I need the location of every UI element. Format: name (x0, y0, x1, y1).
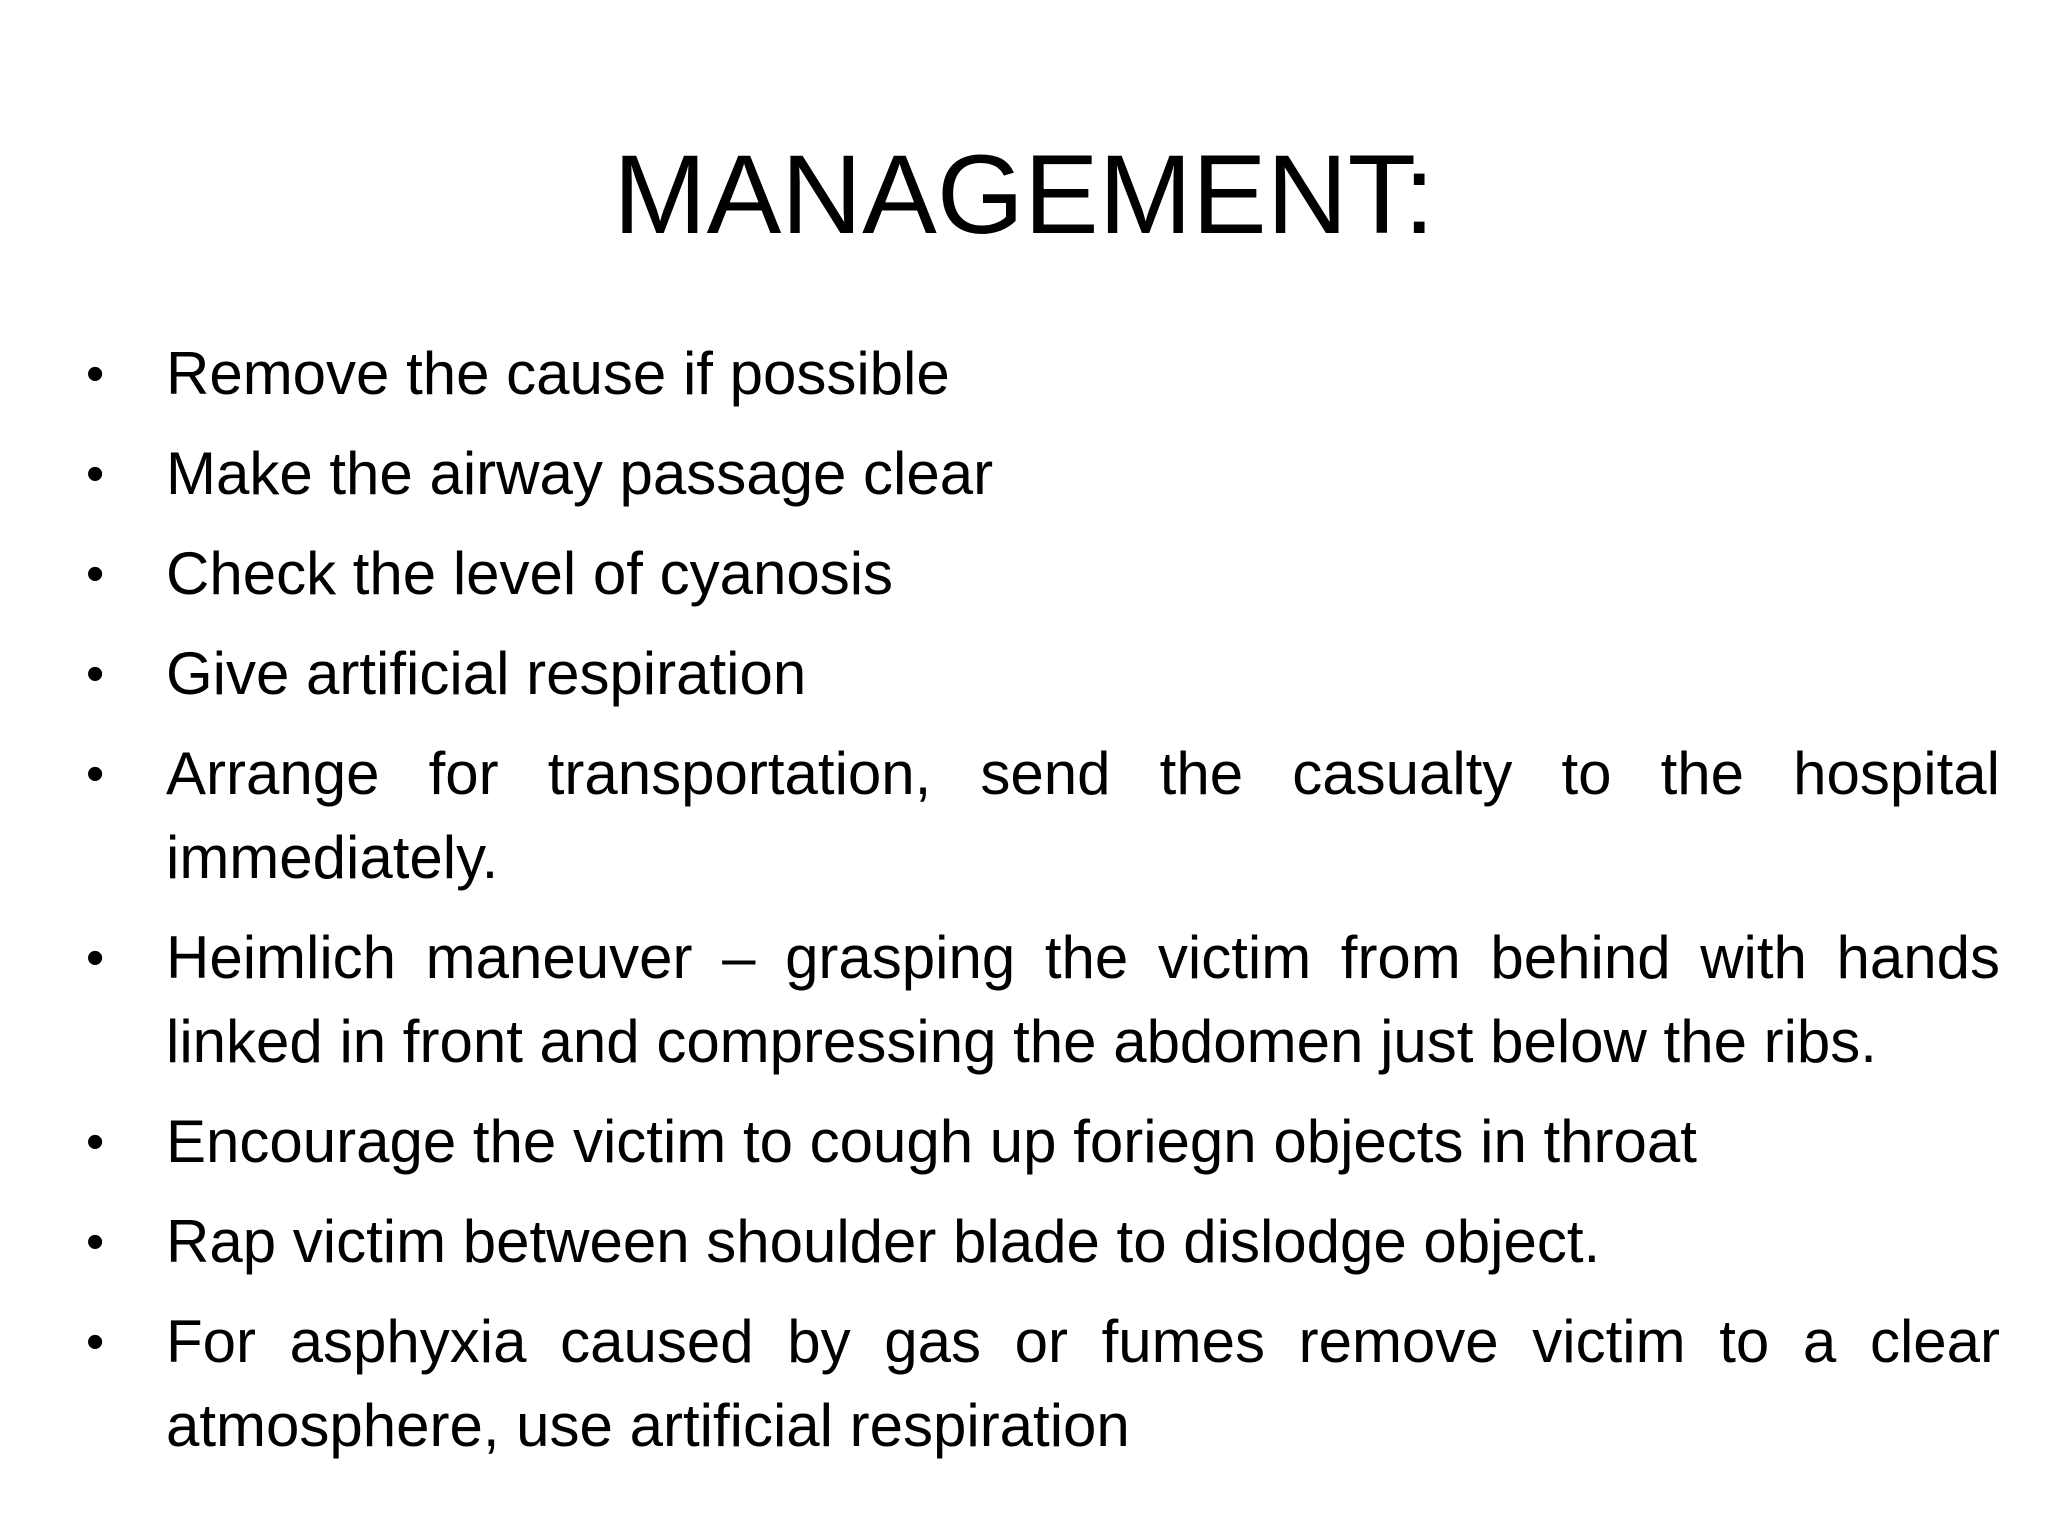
bullet-text: Check the level of cyanosis (166, 540, 894, 607)
bullet-item (80, 732, 2000, 900)
bullet-dot-icon: • (86, 1113, 105, 1171)
bullet-item (80, 1100, 2000, 1184)
bullet-text: Encourage the victim to cough up foriegn objects in throat (166, 1108, 1697, 1175)
bullet-dot-icon: • (86, 545, 105, 603)
bullet-dot-icon: • (86, 645, 105, 703)
bullet-text: For asphyxia caused by gas or fumes remove victim to a clear atmosphere, use artificial respiration (166, 1308, 2000, 1459)
bullet-item (80, 532, 2000, 616)
bullet-dot-icon: • (86, 445, 105, 503)
bullet-dot-icon: • (86, 1213, 105, 1271)
bullet-text: Heimlich maneuver – grasping the victim from behind with hands linked in front and compressing the abdomen just below the ribs. (166, 924, 2000, 1075)
bullet-text: Make the airway passage clear (166, 440, 994, 507)
bullet-item (80, 632, 2000, 716)
bullet-item (80, 1300, 2000, 1468)
bullet-item (80, 432, 2000, 516)
bullet-text: Remove the cause if possible (166, 340, 950, 407)
bullet-item (80, 332, 2000, 416)
bullet-text: Give artificial respiration (166, 640, 807, 707)
bullet-dot-icon: • (86, 345, 105, 403)
bullet-dot-icon: • (86, 929, 105, 987)
bullet-list (80, 332, 2000, 1484)
slide-title: MANAGEMENT: (613, 132, 1435, 257)
bullet-text: Arrange for transportation, send the casualty to the hospital immediately. (166, 740, 2000, 891)
bullet-dot-icon: • (86, 745, 105, 803)
bullet-item (80, 916, 2000, 1084)
bullet-text: Rap victim between shoulder blade to dislodge object. (166, 1208, 1601, 1275)
bullet-item (80, 1200, 2000, 1284)
bullet-dot-icon: • (86, 1313, 105, 1371)
